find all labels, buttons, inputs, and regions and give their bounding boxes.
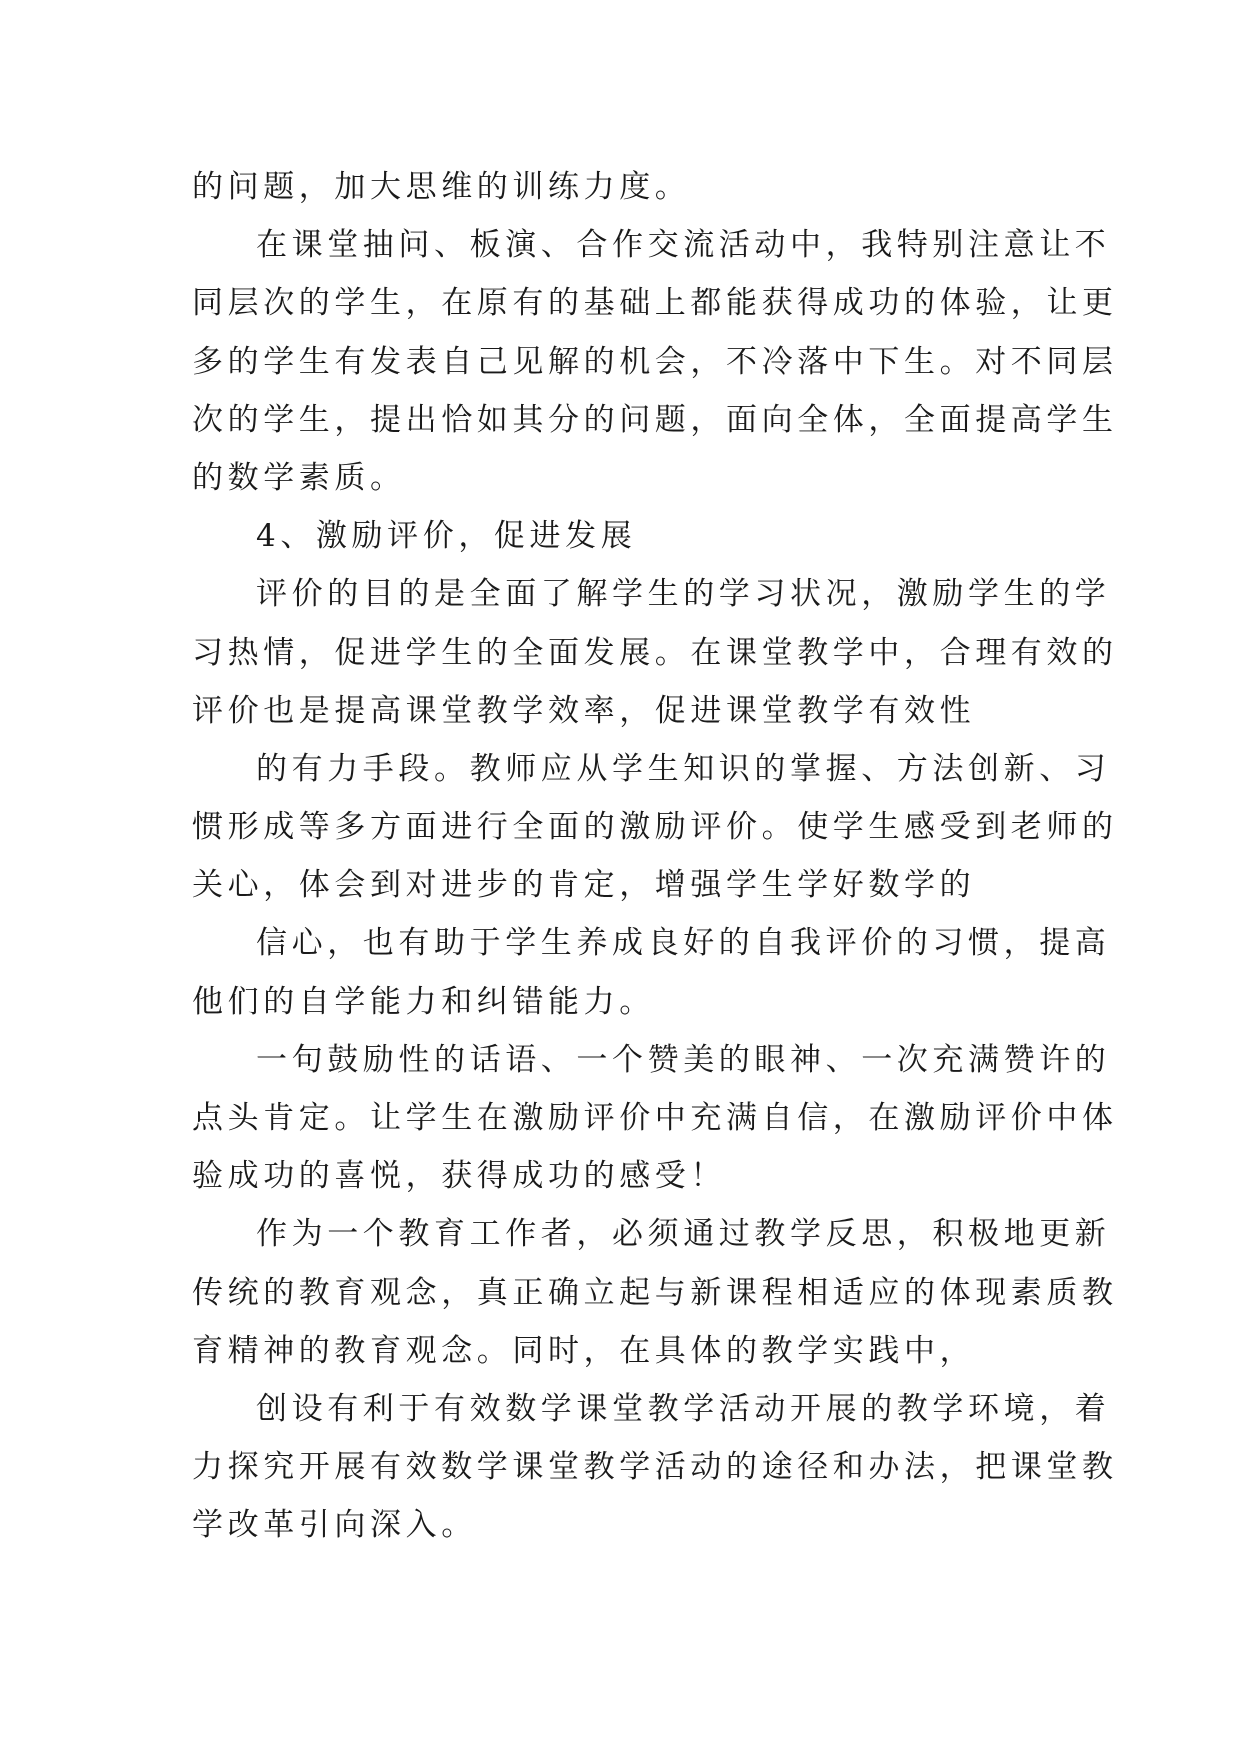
text-line: 的数学素质。 [192,459,406,496]
text-line: 学改革引向深入。 [192,1507,477,1544]
text-line: 育精神的教育观念。同时，在具体的教学实践中， [192,1332,976,1369]
text-line: 力探究开展有效数学课堂教学活动的途径和办法，把课堂教 [192,1449,1118,1486]
text-line: 关心，体会到对进步的肯定，增强学生学好数学的 [192,867,976,904]
text-line: 点头肯定。让学生在激励评价中充满自信，在激励评价中体 [192,1100,1118,1136]
text-line: 他们的自学能力和纠错能力。 [192,983,655,1020]
text-line: 创设有利于有效数学课堂教学活动开展的教学环境，着 [256,1390,1111,1427]
text-line: 传统的教育观念，真正确立起与新课程相适应的体现素质教 [192,1274,1118,1311]
text-line: 信心，也有助于学生养成良好的自我评价的习惯，提高 [256,925,1111,962]
text-line: 惯形成等多方面进行全面的激励评价。使学生感受到老师的 [192,809,1118,846]
text-line: 作为一个教育工作者，必须通过教学反思，积极地更新 [256,1216,1111,1253]
text-line: 习热情，促进学生的全面发展。在课堂教学中，合理有效的 [192,634,1118,671]
text-line: 同层次的学生，在原有的基础上都能获得成功的体验，让更 [192,285,1118,322]
text-line: 的问题，加大思维的训练力度。 [192,169,691,205]
text-line: 评价的目的是全面了解学生的学习状况，激励学生的学 [256,576,1111,613]
text-line: 评价也是提高课堂教学效率，促进课堂教学有效性 [192,692,976,729]
text-line: 一句鼓励性的话语、一个赞美的眼神、一次充满赞许的 [256,1041,1111,1078]
text-line: 的有力手段。教师应从学生知识的掌握、方法创新、习 [256,750,1111,787]
text-line: 多的学生有发表自己见解的机会，不冷落中下生。对不同层 [192,343,1118,380]
body-text [192,158,1118,1555]
text-line: 4、激励评价，促进发展 [256,518,637,555]
text-line: 验成功的喜悦，获得成功的感受！ [192,1158,726,1195]
text-line: 在课堂抽问、板演、合作交流活动中，我特别注意让不 [256,227,1111,264]
text-line: 次的学生，提出恰如其分的问题，面向全体，全面提高学生 [192,401,1118,438]
